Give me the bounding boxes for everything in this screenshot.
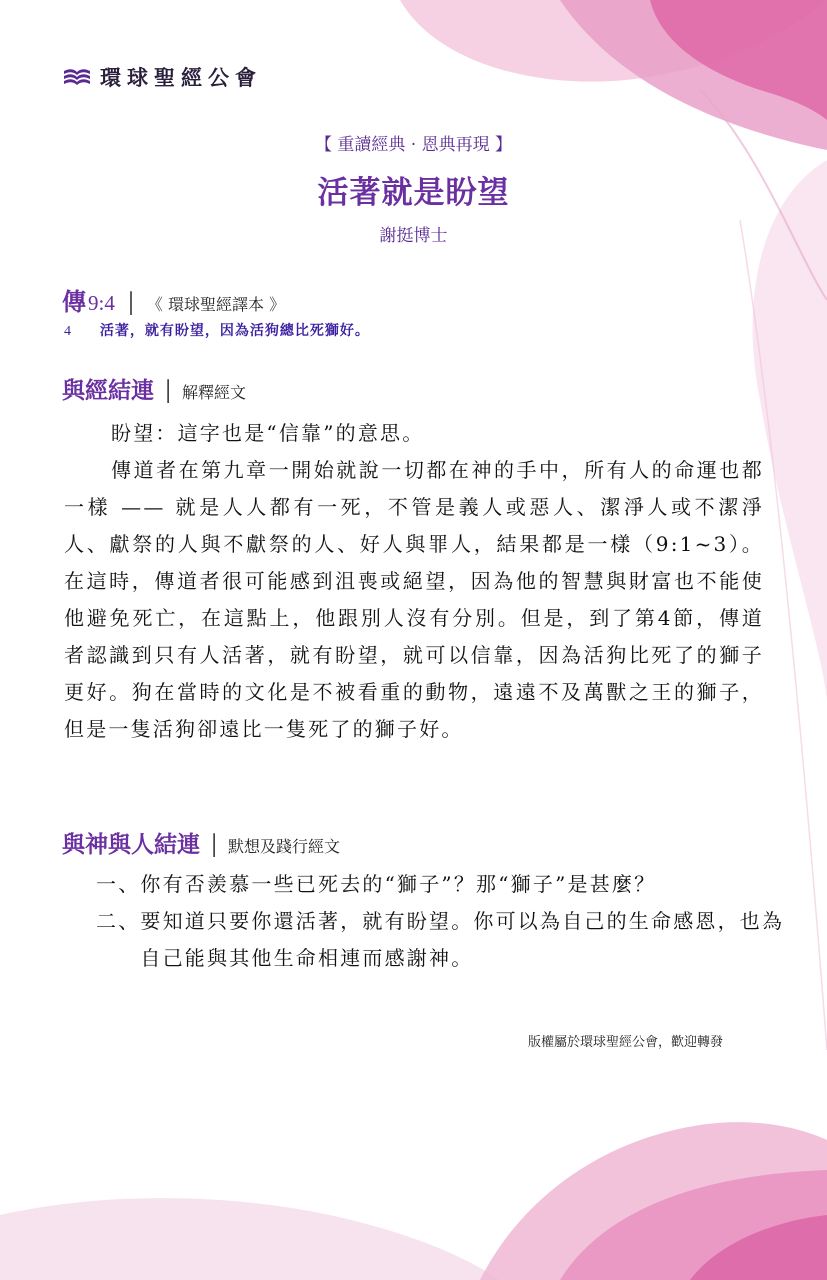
series-label: 【 重讀經典 · 恩典再現 】 [314,135,513,155]
section-subtitle: 默想及踐行經文 [228,837,341,856]
divider: │ [124,291,137,315]
bible-book-icon [62,64,92,90]
section-heading-scripture [62,372,246,405]
list-marker: 二、 [96,909,141,933]
divider: │ [208,833,221,857]
section-title: 與神與人結連 [62,831,200,858]
list-text: 你有否羨慕一些已死去的“獅子”？那“獅子”是甚麼？ [140,872,657,896]
scripture-reference [62,282,285,317]
page-title: 活著就是盼望 [317,175,510,211]
verse-text: 活著，就有盼望，因為活狗總比死獅好。 [99,323,370,339]
bible-version: 《 環球聖經譯本 》 [146,295,286,314]
book-name: 傳 [62,287,86,316]
explanation-body [64,415,764,748]
divider: │ [162,379,175,403]
list-item [96,903,796,977]
verse-line [64,320,370,340]
section-heading-reflection [62,826,340,859]
list-text: 要知道只要你還活著，就有盼望。你可以為自己的生命感恩，也為自己能與其他生命相連而感謝神。 [140,909,785,970]
author-name: 謝挺博士 [379,226,448,246]
list-item [96,866,796,903]
section-title: 與經結連 [62,377,154,404]
section-subtitle: 解釋經文 [182,383,247,402]
verse-number: 4 [64,324,72,339]
paragraph: 傳道者在第九章一開始就說一切都在神的手中，所有人的命運也都一樣 —— 就是人人都有一死，不管是義人或惡人、潔淨人或不潔淨人、獻祭的人與不獻祭的人、好人與罪人，結果都是一樣（9:1~3）。在這時，傳道者很可能感到沮喪或絕望，因為他的智慧與財富也不能使他避免死亡，在這點上，他跟別人沒有分別。但是，到了第4節，傳道者認識到只有人活著，就有盼望，就可以信靠，因為活狗比死了的獅子更好。狗在當時的文化是不被看重的動物，遠遠不及萬獸之王的獅子，但是一隻活狗卻遠比一隻死了的獅子好。 [64,458,764,741]
chapter-verse: 9:4 [88,291,115,315]
org-name: 環球聖經公會 [100,66,262,90]
copyright-notice: 版權屬於環球聖經公會，歡迎轉發 [528,1035,724,1050]
paragraph: 盼望：這字也是“信靠”的意思。 [111,421,425,445]
org-logo [62,62,262,92]
list-marker: 一、 [96,872,141,896]
reflection-list [96,866,796,977]
